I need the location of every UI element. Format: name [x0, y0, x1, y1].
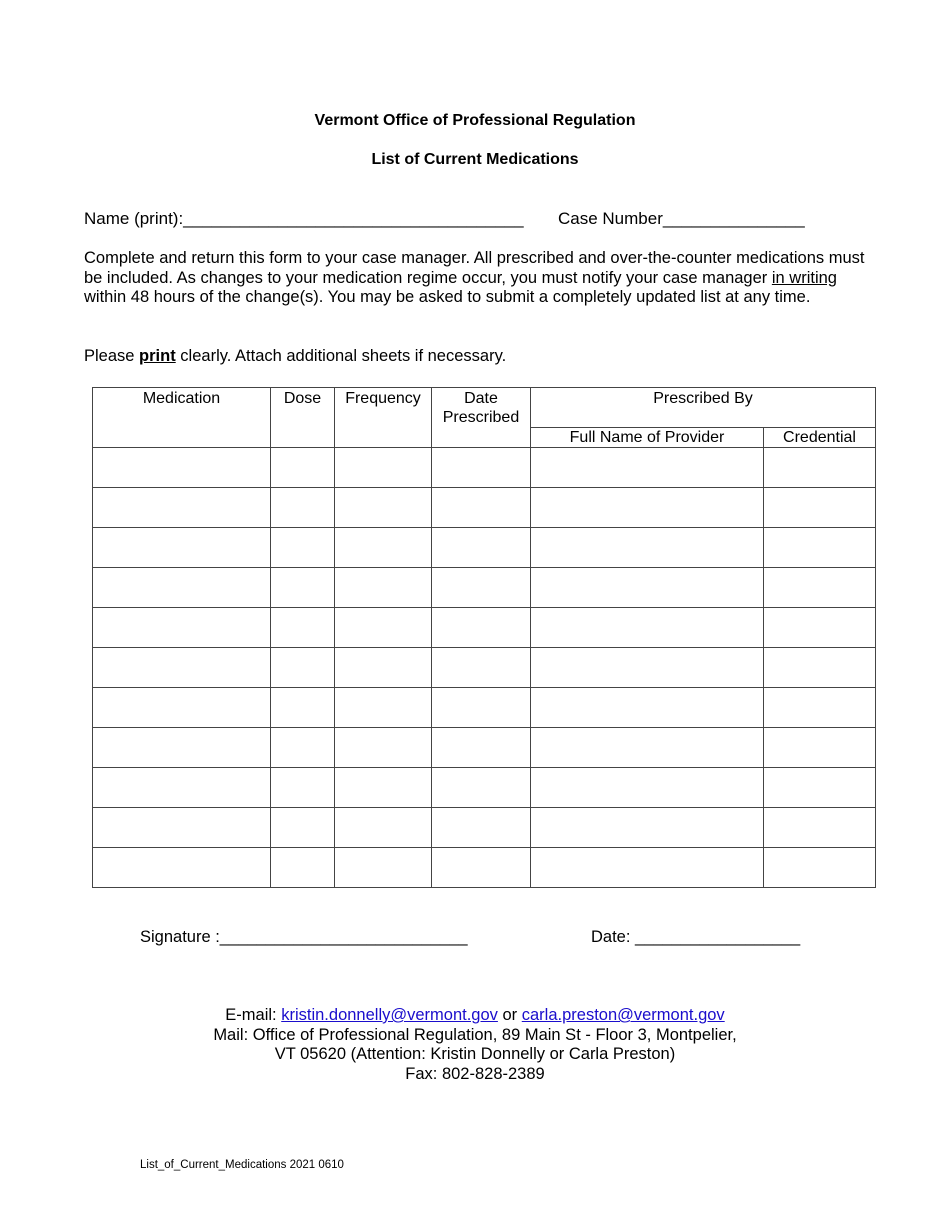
- date-field[interactable]: Date: __________________: [591, 928, 801, 946]
- contact-block: [0, 1006, 950, 1084]
- table-row: [93, 568, 876, 608]
- instructions-text-1: Complete and return this form to your case manager. All prescribed and over-the-counter medications must be included. As changes to your medication regime occur, you must notify your case manager: [84, 249, 865, 287]
- cell-medication[interactable]: [93, 608, 271, 648]
- cell-frequency[interactable]: [335, 768, 432, 808]
- table-row: [93, 608, 876, 648]
- email-or: or: [497, 1006, 522, 1024]
- cell-medication[interactable]: [93, 688, 271, 728]
- cell-medication[interactable]: [93, 848, 271, 888]
- header-credential: Credential: [764, 428, 876, 448]
- cell-dose[interactable]: [271, 448, 335, 488]
- cell-credential[interactable]: [764, 768, 876, 808]
- header-prescribed-by: Prescribed By: [531, 388, 876, 428]
- signature-field[interactable]: Signature :___________________________: [140, 928, 468, 946]
- print-instruction-bold: print: [139, 347, 176, 365]
- cell-credential[interactable]: [764, 648, 876, 688]
- document-id-footer: List_of_Current_Medications 2021 0610: [140, 1159, 344, 1171]
- cell-dose[interactable]: [271, 528, 335, 568]
- cell-medication[interactable]: [93, 488, 271, 528]
- cell-dose[interactable]: [271, 808, 335, 848]
- cell-frequency[interactable]: [335, 608, 432, 648]
- cell-dose[interactable]: [271, 768, 335, 808]
- cell-dose[interactable]: [271, 848, 335, 888]
- table-row: [93, 768, 876, 808]
- cell-medication[interactable]: [93, 768, 271, 808]
- cell-provider-name[interactable]: [531, 728, 764, 768]
- cell-medication[interactable]: [93, 568, 271, 608]
- cell-provider-name[interactable]: [531, 648, 764, 688]
- cell-frequency[interactable]: [335, 448, 432, 488]
- print-instruction: [84, 347, 506, 366]
- table-row: [93, 528, 876, 568]
- organization-heading: Vermont Office of Professional Regulation: [314, 112, 636, 129]
- cell-provider-name[interactable]: [531, 848, 764, 888]
- cell-date-prescribed[interactable]: [432, 848, 531, 888]
- name-print-field[interactable]: Name (print):____________________________________: [84, 209, 524, 228]
- table-row: [93, 648, 876, 688]
- cell-date-prescribed[interactable]: [432, 728, 531, 768]
- cell-credential[interactable]: [764, 488, 876, 528]
- header-provider-name: Full Name of Provider: [531, 428, 764, 448]
- cell-provider-name[interactable]: [531, 448, 764, 488]
- cell-medication[interactable]: [93, 648, 271, 688]
- cell-credential[interactable]: [764, 528, 876, 568]
- header-frequency: Frequency: [335, 388, 432, 448]
- cell-frequency[interactable]: [335, 848, 432, 888]
- cell-credential[interactable]: [764, 608, 876, 648]
- cell-provider-name[interactable]: [531, 688, 764, 728]
- cell-date-prescribed[interactable]: [432, 568, 531, 608]
- cell-provider-name[interactable]: [531, 768, 764, 808]
- cell-medication[interactable]: [93, 448, 271, 488]
- case-number-field[interactable]: Case Number_______________: [558, 209, 805, 228]
- cell-date-prescribed[interactable]: [432, 768, 531, 808]
- cell-credential[interactable]: [764, 808, 876, 848]
- cell-date-prescribed[interactable]: [432, 648, 531, 688]
- header-dose: Dose: [271, 388, 335, 448]
- cell-provider-name[interactable]: [531, 608, 764, 648]
- cell-dose[interactable]: [271, 728, 335, 768]
- header-date-prescribed: Date Prescribed: [432, 388, 531, 448]
- table-row: [93, 488, 876, 528]
- table-row: [93, 688, 876, 728]
- instructions-underlined: in writing: [771, 268, 837, 287]
- mail-address-line-2: VT 05620 (Attention: Kristin Donnelly or Carla Preston): [274, 1045, 676, 1064]
- cell-credential[interactable]: [764, 688, 876, 728]
- cell-dose[interactable]: [271, 488, 335, 528]
- table-row: [93, 848, 876, 888]
- cell-credential[interactable]: [764, 728, 876, 768]
- cell-credential[interactable]: [764, 848, 876, 888]
- instructions-paragraph: [84, 249, 874, 308]
- cell-date-prescribed[interactable]: [432, 528, 531, 568]
- table-row: [93, 728, 876, 768]
- cell-dose[interactable]: [271, 608, 335, 648]
- email-link-kristin[interactable]: kristin.donnelly@vermont.gov: [281, 1006, 498, 1024]
- cell-frequency[interactable]: [335, 648, 432, 688]
- cell-medication[interactable]: [93, 528, 271, 568]
- mail-address-line-1: Mail: Office of Professional Regulation, 89 Main St - Floor 3, Montpelier,: [213, 1025, 737, 1044]
- cell-provider-name[interactable]: [531, 528, 764, 568]
- cell-date-prescribed[interactable]: [432, 448, 531, 488]
- cell-frequency[interactable]: [335, 488, 432, 528]
- cell-dose[interactable]: [271, 648, 335, 688]
- cell-medication[interactable]: [93, 728, 271, 768]
- email-label: E-mail:: [225, 1006, 282, 1024]
- cell-medication[interactable]: [93, 808, 271, 848]
- cell-frequency[interactable]: [335, 808, 432, 848]
- table-row: [93, 808, 876, 848]
- form-title: List of Current Medications: [371, 151, 579, 168]
- cell-dose[interactable]: [271, 568, 335, 608]
- cell-date-prescribed[interactable]: [432, 808, 531, 848]
- cell-date-prescribed[interactable]: [432, 688, 531, 728]
- cell-dose[interactable]: [271, 688, 335, 728]
- cell-provider-name[interactable]: [531, 808, 764, 848]
- cell-date-prescribed[interactable]: [432, 608, 531, 648]
- cell-frequency[interactable]: [335, 568, 432, 608]
- cell-provider-name[interactable]: [531, 568, 764, 608]
- cell-frequency[interactable]: [335, 688, 432, 728]
- cell-date-prescribed[interactable]: [432, 488, 531, 528]
- email-line: [0, 1006, 950, 1026]
- header-medication: Medication: [93, 388, 271, 448]
- cell-frequency[interactable]: [335, 728, 432, 768]
- instructions-text-2: within 48 hours of the change(s). You may be asked to submit a completely updated list at any time.: [84, 288, 811, 307]
- email-link-carla[interactable]: carla.preston@vermont.gov: [521, 1006, 725, 1024]
- print-instruction-post: clearly. Attach additional sheets if necessary.: [175, 347, 507, 365]
- table-row: [93, 448, 876, 488]
- medications-table: [92, 387, 876, 888]
- print-instruction-pre: Please: [84, 347, 140, 365]
- cell-provider-name[interactable]: [531, 488, 764, 528]
- cell-credential[interactable]: [764, 568, 876, 608]
- cell-credential[interactable]: [764, 448, 876, 488]
- fax-number: Fax: 802-828-2389: [405, 1064, 545, 1083]
- cell-frequency[interactable]: [335, 528, 432, 568]
